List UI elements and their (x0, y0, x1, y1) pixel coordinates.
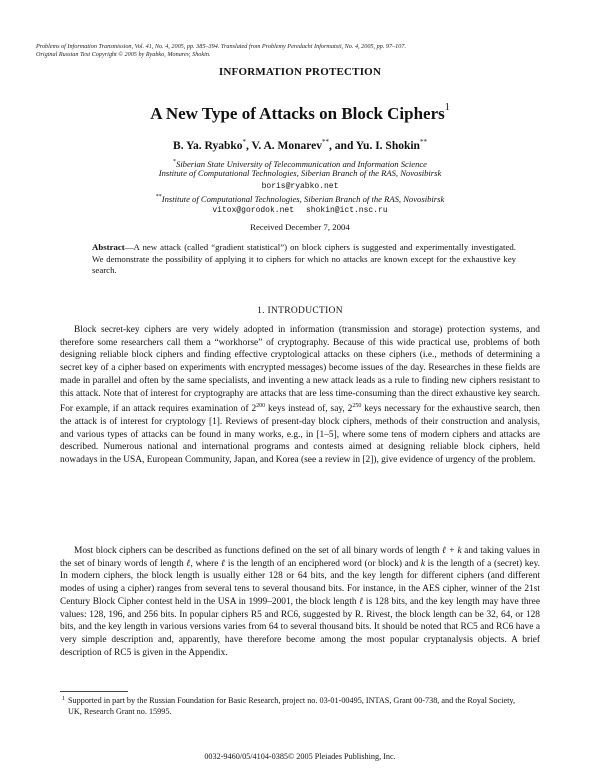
footnote-rule (60, 691, 128, 692)
para1-part2: keys instead of, say, 2 (265, 404, 353, 415)
footnote-text: Supported in part by the Russian Foundation for Basic Research, project no. 03-01-00495, INTAS, Grant 00-738, and the Royal Society, UK, Research Grant no. 15995. (68, 696, 515, 716)
affiliation-1-line1: Siberian State University of Telecommunication and Information Science (175, 158, 427, 169)
author-1-mark: * (242, 138, 246, 146)
paragraph-2 (60, 545, 540, 659)
author-separator: , and (329, 139, 356, 152)
paragraph-2-text (60, 545, 540, 659)
math-var: ℓ (359, 596, 364, 607)
abstract-text: —A new attack (called “gradient statistical”) on block ciphers is suggested and experimentally investigated. We demonstrate the possibility of applying it to ciphers for which no attacks are known except for the exhaustive key search. (92, 242, 516, 275)
email-2: vitox@gorodok.net (212, 206, 294, 215)
math-var: ℓ (186, 558, 191, 569)
paper-title (0, 104, 600, 124)
paper-title-text: A New Type of Attacks on Block Ciphers (150, 104, 445, 123)
author-3: Yu. I. Shokin (355, 139, 420, 152)
journal-header (36, 43, 564, 59)
math-var: k (420, 558, 426, 569)
email-3: shokin@ict.nsc.ru (306, 206, 388, 215)
para2-text: , where (190, 558, 221, 569)
para2-text: and taking values in the set of binary words of length (60, 546, 540, 569)
math-var: ℓ + k (441, 546, 462, 556)
journal-header-line1: Problems of Information Transmission, Vol. 41, No. 4, 2005, pp. 385–394. Translated from Problemy Peredachi Informatsii, No. 4, 2005, pp. 97–107. (36, 43, 406, 50)
author-separator: , (246, 139, 252, 152)
abstract (92, 242, 516, 277)
para1-part3: keys necessary for the exhaustive search, then the attack is of interest for cryptology [1]. Reviews of present-day block ciphers, methods of their construction and analysis, and various types of attacks can be found in many works, e.g., in [1–5], where some tens of modern ciphers and attacks are described. Numerous national and international programs and contests aimed at designing reliable block ciphers, held nowadays in the USA, European Community, Japan, and Korea (see a review in [2]), give evidence of urgency of the problem. (60, 404, 541, 466)
abstract-label: Abstract (92, 242, 125, 252)
author-2-mark: ** (322, 138, 330, 146)
author-1: B. Ya. Ryabko (173, 139, 243, 152)
paragraph-1 (60, 324, 540, 467)
para2-text: is 128 bits, and the key length may have three values: 128, 196, and 256 bits. In popular ciphers R5 and RC6, suggested by R. Rivest, the block length can be 32, 64, or 128 bits, and the key length in various versions varies from 64 to several thousand bits. It should be noted that RC5 and RC6 have a very simple description and, apparently, have therefore become among the most popular cryptanalysis objects. A brief description of RC5 is given in the Appendix. (60, 596, 540, 658)
footnote-mark: 1 (62, 696, 65, 702)
math-var: ℓ (221, 558, 226, 569)
para2-text: is the length of an enciphered word (or block) and (225, 558, 421, 569)
paragraph-1-text (60, 324, 540, 467)
author-2: V. A. Monarev (251, 139, 323, 152)
affiliation-1-mark: * (172, 159, 176, 165)
affiliation-2-mark: ** (155, 194, 162, 200)
email-1: boris@ryabko.net (261, 182, 339, 191)
para2-text: is the length of a (secret) key. In modern ciphers, the block length is usually either 128 or 64 bits, and the key length for different ciphers (and different modes of using a cipher) ranges from several tens to several thousand bits. For instance, in the AES cipher, winner of the 21st Century Block Cipher contest held in the USA in 1999–2001, the block length (60, 558, 540, 607)
affiliation-2-line: Institute of Computational Technologies, Siberian Branch of the RAS, Novosibirsk (161, 193, 445, 204)
copyright-line: 0032-9460/05/4104-0385© 2005 Pleiades Publishing, Inc. (204, 752, 396, 761)
para1-part1: Block secret-key ciphers are very widely adopted in information (transmission and storage) protection systems, and therefore some researchers call them a “workhorse” of cryptography. Because of this wide practical use, problems of both designing reliable block ciphers and finding effective cryptological attacks on these ciphers (i.e., methods of determining a secret key of a cipher based on experiments with encrypted messages) become issues of the day. Researches in these fields are made in parallel and often by the same specialists, and inventing a new attack leads as a rule to finding new ciphers resistant to this attack. Note that of interest for cryptography are attacks that are less time-consuming than the direct exhaustive key search. For example, if an attack requires examination of 2 (60, 325, 540, 415)
footnote (62, 695, 538, 717)
emails-2 (0, 206, 600, 215)
section-label: INFORMATION PROTECTION (218, 66, 382, 78)
affiliation-2 (0, 192, 600, 205)
para1-exponent-1: 200 (256, 403, 266, 410)
author-3-mark: ** (419, 138, 427, 146)
authors (0, 138, 600, 152)
para1-exponent-2: 250 (352, 403, 362, 410)
title-footnote-mark: 1 (444, 102, 450, 114)
received-date: Received December 7, 2004 (250, 222, 350, 232)
affiliation-1-line2: Institute of Computational Technologies, Siberian Branch of the RAS, Novosibirsk (158, 168, 442, 178)
para2-text: Most block ciphers can be described as functions defined on the set of all binary words of length (74, 546, 442, 556)
journal-header-line2: Original Russian Text Copyright © 2005 by Ryabko, Monarev, Shokin. (36, 51, 211, 58)
section-heading: 1. INTRODUCTION (257, 306, 343, 316)
